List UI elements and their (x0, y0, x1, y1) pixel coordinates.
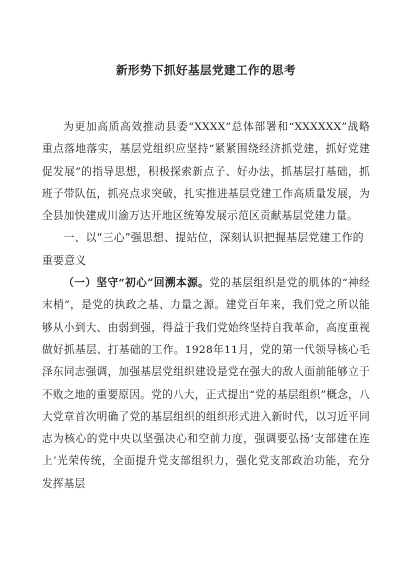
subsection-body: 党的基层组织是党的肌体的“神经末梢”，是党的执政之基、力量之源。建党百年来，我们党之所以能够从小到大、由弱到强，得益于我们党始终坚持自我革命，高度重视做好抓基层、打基础的工作。1928年11月，党的第一代领导核心毛泽东同志强调，加强基层党组织建设是党在强大的敌人面前能够立于不败之地的重要原因。党的八大，正式提出“党的基层组织”概念，八大党章首次明确了党的基层组织的组织形式进入新时代，以习近平同志为核心的党中央以坚强决心和空前力度，强调要弘扬‘支部建在连上’光荣传统，全面提升党支部组织力，强化党支部政治功能，充分发挥基层 (42, 277, 370, 490)
section-heading: 一、以“三心”强思想、提站位，深刻认识把握基层党建工作的重要意义 (42, 231, 364, 267)
subsection-heading: （一）坚守“初心”回溯本源。 (63, 277, 210, 290)
intro-paragraph: 为更加高质高效推动县委“XXXX”总体部署和“XXXXXX”战略重点落地落实，基层党组织应坚持“紧紧围绕经济抓党建，抓好党建促发展”的指导思想，积极探索新点子、好办法，抓基层打基础，抓班子带队伍，抓亮点求突破，扎实推进基层党建工作高质量发展，为全县加快建成川渝万达开地区统筹发展示范区贡献基层党建力量。 (42, 121, 370, 223)
document-title: 新形势下抓好基层党建工作的思考 (116, 63, 296, 77)
subsection-paragraph (42, 272, 370, 495)
